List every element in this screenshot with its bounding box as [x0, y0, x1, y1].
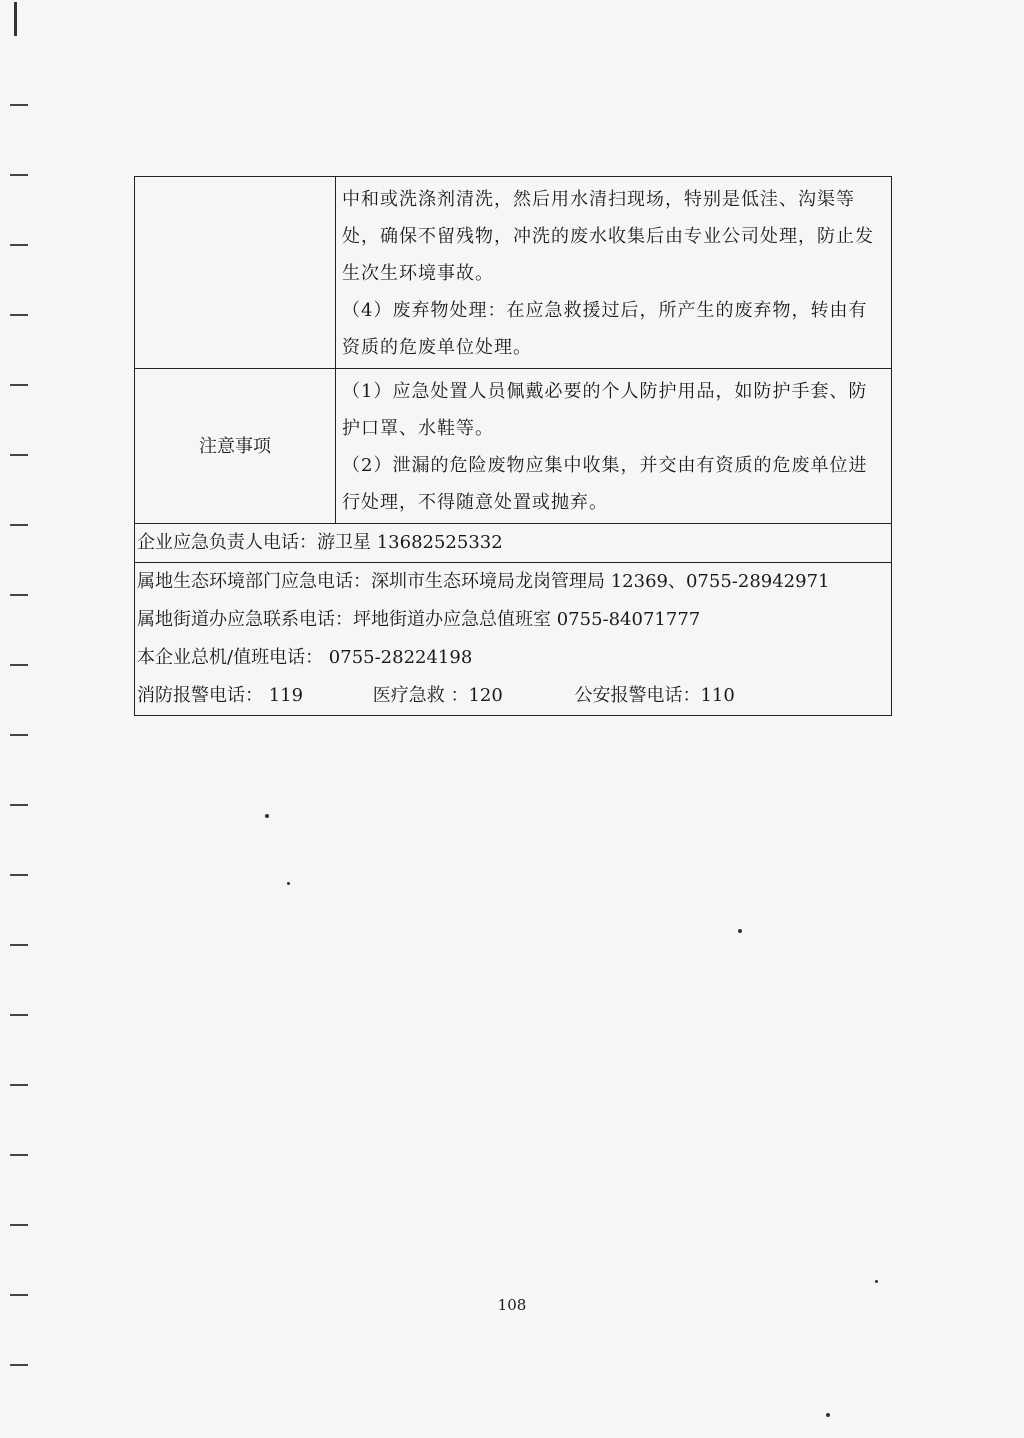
binding-tick: [10, 874, 28, 876]
scan-speck: [265, 814, 269, 818]
eco-env-dept-contact: 属地生态环境部门应急电话：深圳市生态环境局龙岗管理局 12369、0755-28942971: [137, 571, 830, 592]
scan-speck: [875, 1280, 878, 1283]
hotlines-cell: [135, 563, 892, 716]
medical-number: 医疗急救 ：120: [372, 685, 503, 706]
binding-tick: [10, 384, 28, 386]
notes-item: （1）应急处置人员佩戴必要的个人防护用品，如防护手套、防护口罩、水鞋等。: [342, 381, 868, 439]
notes-content-cell: [336, 369, 892, 524]
enterprise-contact-row: [135, 524, 892, 563]
enterprise-contact-cell: [135, 524, 892, 563]
binding-tick: [10, 454, 28, 456]
binding-tick: [10, 244, 28, 246]
procedure-label-cell: [135, 177, 336, 369]
emergency-procedure-table: [134, 176, 892, 716]
binding-tick: [10, 1014, 28, 1016]
notes-item: （2）泄漏的危险废物应集中收集，并交由有资质的危废单位进行处理，不得随意处置或抛弃。: [342, 455, 868, 513]
binding-tick: [10, 734, 28, 736]
scan-speck: [826, 1413, 830, 1417]
binding-tick: [10, 804, 28, 806]
procedure-paragraph: （4）废弃物处理：在应急救援过后，所产生的废弃物，转由有资质的危废单位处理。: [342, 300, 868, 358]
notes-row: [135, 369, 892, 524]
binding-margin-marks: [0, 0, 40, 1438]
enterprise-contact: 企业应急负责人电话：游卫星 13682525332: [137, 532, 503, 553]
binding-tick: [10, 104, 28, 106]
page-number: 108: [497, 1296, 527, 1314]
scan-speck: [287, 882, 290, 885]
scan-speck: [738, 929, 742, 933]
binding-tick: [10, 1364, 28, 1366]
procedure-content-cell: [336, 177, 892, 369]
binding-tick: [10, 1224, 28, 1226]
binding-tick: [10, 1084, 28, 1086]
hotlines-row: [135, 563, 892, 716]
police-number: 公安报警电话：110: [574, 685, 735, 706]
procedure-row: [135, 177, 892, 369]
binding-tick: [10, 1154, 28, 1156]
emergency-numbers: [137, 677, 889, 715]
binding-tick: [10, 314, 28, 316]
binding-tick: [10, 524, 28, 526]
notes-label: 注意事项: [135, 369, 336, 524]
street-office-contact: 属地街道办应急联系电话：坪地街道办应急总值班室 0755-84071777: [137, 609, 701, 630]
procedure-paragraph: 中和或洗涤剂清洗，然后用水清扫现场，特别是低洼、沟渠等处，确保不留残物，冲洗的废水收集后由专业公司处理，防止发生次生环境事故。: [342, 189, 874, 284]
company-switchboard: 本企业总机/值班电话： 0755-28224198: [137, 647, 473, 668]
binding-tick: [10, 664, 28, 666]
fire-number: 消防报警电话： 119: [137, 685, 304, 706]
binding-tick: [10, 174, 28, 176]
binding-tick: [10, 944, 28, 946]
binding-bar: [14, 2, 17, 36]
binding-tick: [10, 594, 28, 596]
